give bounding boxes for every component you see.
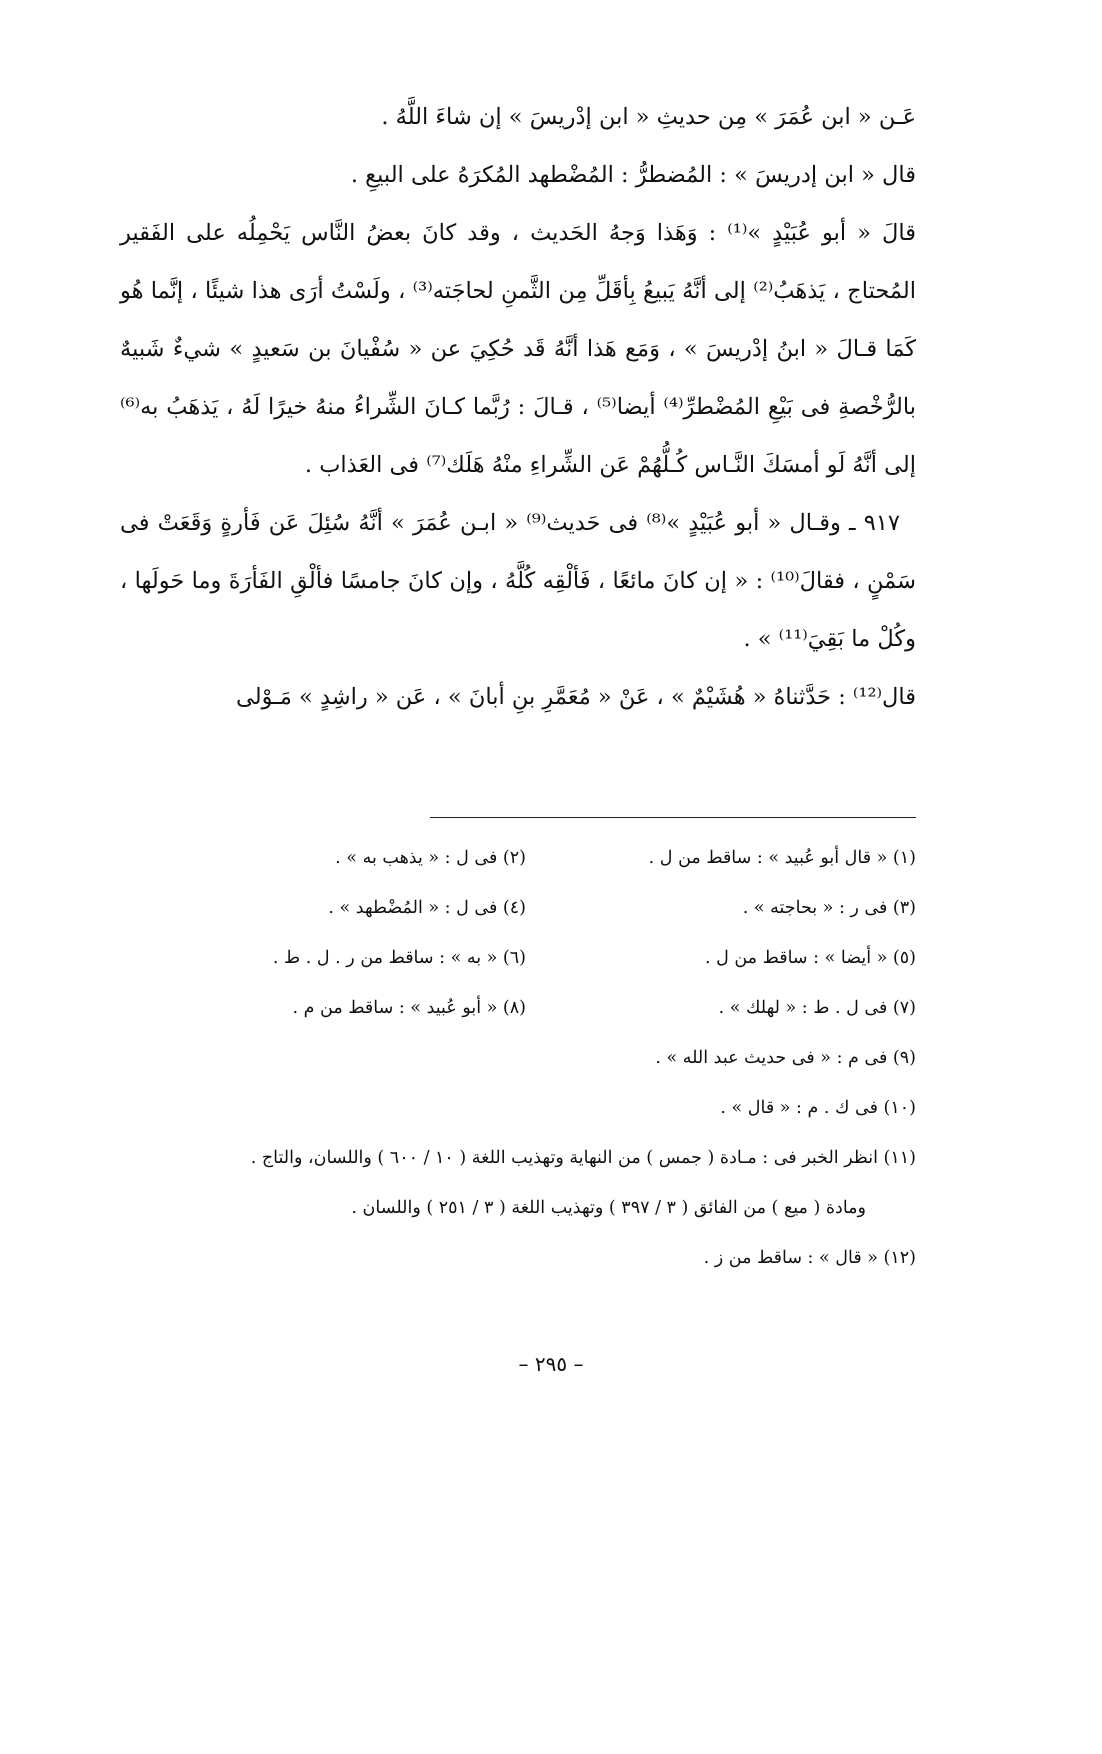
footnote-7: (٧) فى ل . ط : « لهلك » .	[718, 998, 916, 1018]
paragraph-2: قال « ابن إدريسَ » : المُضطرُّ : المُضْطهد المُكرَهُ على البيعِ .	[350, 162, 916, 188]
footnote-10: (١٠) فى ك . م : « قال » .	[720, 1098, 916, 1118]
footnote-11: (١١) انظر الخبر فى : مـادة ( جمس ) من النهاية وتهذيب اللغة ( ١٠ / ٦٠٠ ) واللسان، والتاج .	[250, 1148, 916, 1168]
paragraph-isnad: قال⁽¹²⁾ : حَدَّثناهُ « هُشَيْمٌ » ، عَنْ « مُعَمَّرِ بنِ أبانَ » ، عَن « راشِدٍ » مَـوْلى	[236, 684, 916, 710]
paragraph-3: قالَ « أبو عُبَيْدٍ »⁽¹⁾ : وَهَذا وَجهُ الحَديث ، وقد كانَ بعضُ النَّاس يَحْمِلُه على الفَقير المُحتاج ، يَذهَبُ⁽²⁾ إلى أنَّهُ يَبيعُ بِأقَلِّ مِن الثَّمنِ لحاجَته⁽³⁾ ، ولَسْتُ أرَى هذا شيئًا ، إنَّما هُو كَمَا قـالَ « ابنُ إدْريسَ » ، وَمَع هَذا أنَّهُ قَد حُكِيَ عن « سُفْيانَ بن سَعيدٍ » شيءٌ شَبيهٌ بالرُّخْصةِ فى بَيْعِ المُضْطرِّ⁽⁴⁾ أيضا⁽⁵⁾ ، قـالَ : رُبَّما كـانَ الشِّراءُ منهُ خيرًا لَهُ ، يَذهَبُ به⁽⁶⁾ إلى أنَّهُ لَو أمسَكَ النَّـاس كُـلُّهُمْ عَن الشِّراءِ منْهُ هَلَك⁽⁷⁾ فى العَذاب .	[120, 220, 916, 478]
footnote-separator	[430, 817, 916, 818]
footnote-1: (١) « قال أبو عُبيد » : ساقط من ل .	[648, 848, 916, 868]
footnote-row	[120, 1033, 916, 1083]
footnote-9: (٩) فى م : « فى حديث عبد الله » .	[655, 1048, 916, 1068]
footnote-row	[120, 933, 916, 983]
paragraph-1: عَـن « ابن عُمَرَ » مِن حديثِ « ابن إدْريسَ » إن شاءَ اللَّهُ .	[381, 104, 916, 130]
footnote-2: (٢) فى ل : « يذهب به » .	[335, 848, 526, 868]
paragraph-917: ٩١٧ ـ وقـال « أبو عُبَيْدٍ »⁽⁸⁾ فى حَديث⁽⁹⁾ « ابـن عُمَرَ » أنَّهُ سُئِلَ عَن فَأرةٍ وَقَعَتْ فى سَمْنٍ ، فقالَ⁽¹⁰⁾ : « إن كانَ مائعًا ، فَألْقِه كُلَّهُ ، وإن كانَ جامسًا فألْقِ الفَأرَةَ وما حَولَها ، وكُلْ ما بَقِيَ⁽¹¹⁾ » .	[120, 510, 916, 652]
footnote-6: (٦) « به » : ساقط من ر . ل . ط .	[272, 948, 526, 968]
footnote-row	[120, 1083, 916, 1133]
footnote-3: (٣) فى ر : « بحاجته » .	[742, 898, 916, 918]
main-text	[120, 88, 916, 726]
footnote-5: (٥) « أيضا » : ساقط من ل .	[704, 948, 916, 968]
page-number: – ٢٩٥ –	[518, 1352, 584, 1376]
footnote-8: (٨) « أبو عُبيد » : ساقط من م .	[292, 998, 526, 1018]
footnote-row	[120, 983, 916, 1033]
footnote-4: (٤) فى ل : « المُضْطهد » .	[328, 898, 526, 918]
footnote-12: (١٢) « قال » : ساقط من ز .	[703, 1248, 916, 1268]
footnote-11-continuation: ومادة ( ميع ) من الفائق ( ٣ / ٣٩٧ ) وتهذيب اللغة ( ٣ / ٢٥١ ) واللسان .	[351, 1198, 866, 1218]
footnote-row	[120, 833, 916, 883]
footnotes	[120, 833, 916, 1283]
footnote-row	[120, 883, 916, 933]
